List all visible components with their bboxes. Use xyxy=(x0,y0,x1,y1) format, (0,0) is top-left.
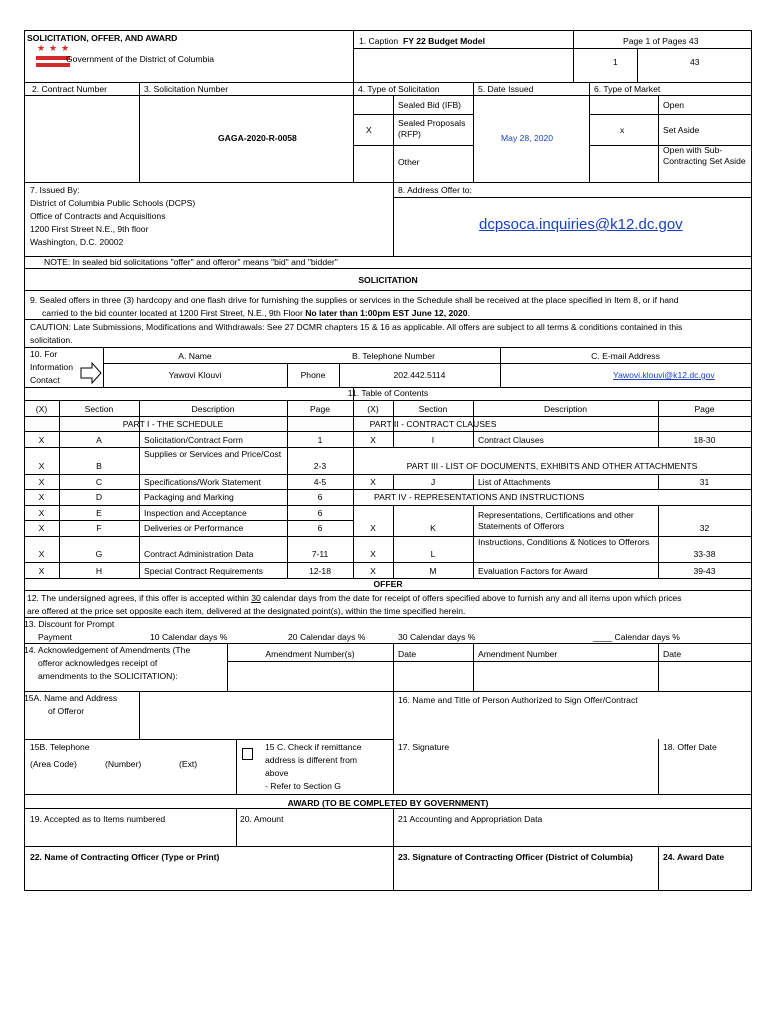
toc-section: K xyxy=(430,523,436,533)
market-option-open: Open xyxy=(663,100,685,110)
date-issued: May 28, 2020 xyxy=(501,133,554,143)
toc-page: 4-5 xyxy=(313,477,327,487)
accepted-items-label: 19. Accepted as to Items numbered xyxy=(30,814,166,824)
ack-amendments-label-cont: amendments to the SOLICITATION): xyxy=(38,671,178,681)
discount-option-30[interactable]: 30 Calendar days % xyxy=(398,632,476,642)
toc-section: J xyxy=(430,477,436,487)
info-contact-label: Information xyxy=(30,362,73,372)
officer-signature-field[interactable] xyxy=(394,866,657,889)
toc-header: Description xyxy=(191,404,235,414)
toc-page: 39-43 xyxy=(693,566,716,576)
item9-text: 9. Sealed offers in three (3) hardcopy and one flash drive for furnishing the supplies or services in the Schedule shall be received at the place specified in Item 8, or if hand xyxy=(30,295,679,305)
toc-section: E xyxy=(96,508,102,518)
toc-header: (X) xyxy=(35,404,48,414)
market-option-set-aside: Set Aside xyxy=(663,125,700,135)
rule xyxy=(353,145,473,146)
item12-text-cont: are offered at the price set opposite each item, delivered at the designated point(s), within the time specified herein. xyxy=(27,606,466,616)
toc-description: Representations, Certifications and other Statements of Offerors xyxy=(478,510,634,531)
info-contact-label: 10. For xyxy=(30,349,58,359)
type-option-other: Other xyxy=(398,157,420,167)
toc-description: Packaging and Marking xyxy=(144,492,234,502)
toc-description: Specifications/Work Statement xyxy=(144,477,261,487)
rule xyxy=(24,590,752,591)
contact-email-link[interactable]: Yawovi.klouvi@k12.dc.gov xyxy=(613,370,715,380)
issued-by-line: Office of Contracts and Acquisitions xyxy=(30,211,166,221)
caution-text-cont: solicitation. xyxy=(30,335,73,345)
rule xyxy=(24,30,752,31)
award-heading: AWARD (TO BE COMPLETED BY GOVERNMENT) xyxy=(287,798,489,808)
solicitation-form-page: SOLICITATION, OFFER, AND AWARD ★ ★ ★ Government of the District of Columbia 1. Caption FY 22 Budget Model Page 1 of Pages 43 1 43 2. Contract Number 3. Solicitation Number GAGA-2020-R-0058 4. Type of Solicitation Sealed Bid (IFB) X Sealed Proposals (RFP) Other 5. Date Issued May 28, 2020 6. Type of Market Open x Set Aside Open with Sub-Contracting Set Aside 7. Issued By: District of Columbia Public Schools (DCPS) Office of Contracts and Acquisitions 1200 First Street N.E., 9th floor Washington, D.C. 20002 8. Address Offer to: dcpsoca.inquiries@k12.dc.gov NOTE: In sealed bid solicitations "offer" and offeror" means "bid" and "bidder" SOLICITATION 9. Sealed offers in three (3) hardcopy and one flash drive for furnishing the supplies or services in the Schedule shall be received at the place specified in Item 8, or if hand carried to the bid counter located at 1200 First Street, N.E., 9th Floor No later than 1:00pm EST June 12, 2020. CAUTION: Late Submissions, Modifications and Withdrawals: See 27 DCMR chapters 15 & 16 as applicable. All offers are subject to all terms & conditions contained in this solicitation. 10. For Information Contact A. Name Yawovi Klouvi B. Telephone Number Phone 202.442.5114 C. E-mail Address Yawovi.klouvi@k12.dc.gov 11. Table of Contents (X) Section Description Page (X) Section Description Page PART I - THE SCHEDULE PART II - CONTRACT CLAUSES X A Solicitation/Contract Form 1 X B Supplies or Services and Price/Cost 2-3 X C Specifications/Work Statement 4-5 X D Packaging and Marking 6 X E Inspection and Acceptance 6 X F Deliveries or Performance 6 X G Contract Administration Data 7-11 X H Special Contract Requirements 12-18 X I Contract Clauses 18-30 PART III - LIST OF DOCUMENTS, EXHIBITS AND OTHER ATTACHMENTS X J List of Attachments 31 PART IV - REPRESENTATIONS AND INSTRUCTIONS X K Representations, Certifications and other Statements of Offerors 32 X L Instructions, Conditions & Notices to Offerors 33-38 X M Evaluation Factors for Award 39-43 OFFER 12. The undersigned agrees, if this offer is accepted within 30 calendar days from the date for receipt of offers specified above to furnish any and all items upon which prices are offered at the price set opposite each item, delivered at the designated point(s), within the time specified herein. 13. Discount for Prompt Payment 10 Calendar days % 20 Calendar days % 30 Calendar days % ____ Calendar days % 14. Acknowledgement of Amendments (The offeror acknowledges receipt of amendments to the SOLICITATION): Amendment Number(s) Date Amendment Number Date 15A. Name and Address of Offeror 16. Name and Title of Person Authorized to Sign Offer/Contract 15B. Telephone (Area Code) (Number) (Ext) 15 C. Check if remittance address is different from above - Refer to Section G 17. Signature 18. Offer Date AWARD (TO BE COMPLETED BY GOVERNMENT) 19. Accepted as to Items numbered 20. Amount 21 Accounting and Appropriation Data 22. Name of Contracting Officer (Type or Print) 23. Signature of Contracting Officer (District of Columbia) 24. Award Date xyxy=(0,0,770,1024)
offer-heading: OFFER xyxy=(373,579,403,589)
pages-total: 43 xyxy=(690,57,700,67)
info-contact-label: Contact xyxy=(30,375,60,385)
rule xyxy=(24,520,354,521)
toc-x: X xyxy=(38,492,45,502)
item12-lead: 12. The undersigned agrees, if this offer is accepted within xyxy=(27,593,249,603)
remittance-address-checkbox[interactable] xyxy=(242,748,253,760)
contact-phone-label: B. Telephone Number xyxy=(352,351,435,361)
toc-part-heading: PART II - CONTRACT CLAUSES xyxy=(369,419,497,429)
contact-name: Yawovi Klouvi xyxy=(168,370,222,380)
form-title: SOLICITATION, OFFER, AND AWARD xyxy=(27,33,178,43)
item9-location: carried to the bid counter located at 1200 First Street, N.E., 9th Floor xyxy=(42,308,303,318)
toc-description: Contract Administration Data xyxy=(144,549,254,559)
issued-by-line: 1200 First Street N.E., 9th floor xyxy=(30,224,149,234)
number-label: (Number) xyxy=(105,759,142,769)
amendment-numbers-header: Amendment Number(s) xyxy=(265,649,355,659)
toc-section: D xyxy=(95,492,103,502)
toc-section: L xyxy=(430,549,436,559)
issued-by-line: Washington, D.C. 20002 xyxy=(30,237,124,247)
toc-description: Evaluation Factors for Award xyxy=(478,566,588,576)
type-of-solicitation-label: 4. Type of Solicitation xyxy=(358,84,440,94)
offer-date-field[interactable] xyxy=(659,755,750,793)
solicitation-number: GAGA-2020-R-0058 xyxy=(218,133,297,143)
toc-x: X xyxy=(370,566,376,576)
type-of-market-label: 6. Type of Market xyxy=(594,84,661,94)
toc-section: A xyxy=(96,435,102,445)
remittance-label: 15 C. Check if remittance xyxy=(265,742,362,752)
toc-x: X xyxy=(38,461,45,471)
ack-amendments-label: 14. Acknowledgement of Amendments (The xyxy=(24,645,191,655)
toc-section: F xyxy=(96,523,102,533)
solicitation-heading: SOLICITATION xyxy=(358,275,418,285)
rule xyxy=(24,431,752,432)
toc-x: X xyxy=(38,549,45,559)
contract-number-field[interactable] xyxy=(25,96,138,181)
type-option-ifb: Sealed Bid (IFB) xyxy=(398,100,462,110)
officer-signature-label: 23. Signature of Contracting Officer (District of Columbia) xyxy=(398,852,633,862)
rule xyxy=(24,474,752,475)
rule xyxy=(24,82,752,83)
toc-part-heading: PART I - THE SCHEDULE xyxy=(122,419,224,429)
rule xyxy=(473,474,474,489)
rule xyxy=(353,82,354,182)
rule xyxy=(573,30,574,82)
discount-label-cont: Payment xyxy=(38,632,72,642)
rule xyxy=(24,562,752,563)
toc-description: Instructions, Conditions & Notices to Offerors xyxy=(478,537,650,547)
toc-description: Inspection and Acceptance xyxy=(144,508,247,518)
rule xyxy=(751,30,752,890)
toc-page: 1 xyxy=(317,435,323,445)
discount-option-20[interactable]: 20 Calendar days % xyxy=(288,632,366,642)
rule xyxy=(24,643,752,644)
toc-description: Solicitation/Contract Form xyxy=(144,435,243,445)
toc-x: X xyxy=(38,477,45,487)
type-option-rfp: Sealed Proposals (RFP) xyxy=(398,118,466,139)
address-offer-label: 8. Address Offer to: xyxy=(398,185,472,195)
toc-header: (X) xyxy=(367,404,379,414)
rule xyxy=(658,95,659,182)
item9-text-cont: carried to the bid counter located at 1200 First Street, N.E., 9th Floor No later than 1:00pm EST June 12, 2020. xyxy=(42,308,470,318)
rule xyxy=(24,400,752,401)
rule xyxy=(473,431,474,447)
toc-page: 32 xyxy=(699,523,710,533)
rule xyxy=(24,416,752,417)
signature-field[interactable] xyxy=(394,755,657,793)
rule xyxy=(24,794,752,795)
contracting-officer-label: 22. Name of Contracting Officer (Type or Print) xyxy=(30,852,220,862)
amount-label: 20. Amount xyxy=(240,814,284,824)
toc-page: 2-3 xyxy=(313,461,327,471)
rule xyxy=(353,30,354,82)
remittance-label-cont: - Refer to Section G xyxy=(265,781,341,791)
accounting-label: 21 Accounting and Appropriation Data xyxy=(398,814,543,824)
contact-email-label: C. E-mail Address xyxy=(591,351,660,361)
toc-description: Supplies or Services and Price/Cost xyxy=(144,449,282,459)
toc-header: Page xyxy=(694,404,715,414)
address-offer-email-link[interactable]: dcpsoca.inquiries@k12.dc.gov xyxy=(479,216,683,233)
page-number: 1 xyxy=(613,57,618,67)
rule xyxy=(24,846,752,847)
item12-days: 30 xyxy=(251,593,261,603)
authorized-signer-field[interactable] xyxy=(394,708,750,738)
toc-page: 6 xyxy=(317,523,323,533)
toc-section: I xyxy=(431,435,435,445)
rule xyxy=(24,890,752,891)
toc-description: Deliveries or Performance xyxy=(144,523,244,533)
rule xyxy=(393,197,751,198)
toc-header: Section xyxy=(418,404,448,414)
rule xyxy=(353,114,473,115)
date-header: Date xyxy=(398,649,417,659)
award-date-field[interactable] xyxy=(659,866,750,889)
ext-label: (Ext) xyxy=(179,759,198,769)
market-option-sub-contracting: Open with Sub-Contracting Set Aside xyxy=(663,145,746,166)
toc-section: M xyxy=(429,566,437,576)
date-header: Date xyxy=(663,649,682,659)
toc-description: Contract Clauses xyxy=(478,435,544,445)
arrow-right-icon xyxy=(80,362,102,384)
toc-x: X xyxy=(370,523,376,533)
toc-page: 7-11 xyxy=(311,549,329,559)
amendment-numbers-field[interactable] xyxy=(228,662,392,690)
toc-x: X xyxy=(38,523,45,533)
rule xyxy=(24,347,752,348)
rule xyxy=(393,95,394,182)
caution-text: CAUTION: Late Submissions, Modifications and Withdrawals: See 27 DCMR chapters 15 & 16 as applicable. All offers are subject to all terms & conditions contained in this xyxy=(30,322,683,332)
toc-header: Section xyxy=(84,404,114,414)
issued-by-label: 7. Issued By: xyxy=(30,185,80,195)
rule xyxy=(637,48,638,82)
contact-phone-word: Phone xyxy=(300,370,326,380)
toc-section: B xyxy=(96,461,102,471)
toc-section: C xyxy=(95,477,103,487)
item12-text xyxy=(27,593,681,604)
amendment-number-field[interactable] xyxy=(474,662,657,690)
toc-part-heading: PART IV - REPRESENTATIONS AND INSTRUCTIONS xyxy=(374,492,585,502)
toc-x: X xyxy=(38,508,45,518)
toc-description: Special Contract Requirements xyxy=(144,566,263,576)
amendment-date-field[interactable] xyxy=(394,662,472,690)
offer-date-label: 18. Offer Date xyxy=(663,742,717,752)
signature-label: 17. Signature xyxy=(398,742,450,752)
authorized-signer-label: 16. Name and Title of Person Authorized to Sign Offer/Contract xyxy=(398,695,638,705)
toc-description: List of Attachments xyxy=(478,477,551,487)
rule xyxy=(24,290,752,291)
rule xyxy=(24,617,752,618)
toc-title: 11. Table of Contents xyxy=(347,388,429,398)
page-label: Page 1 of Pages 43 xyxy=(623,36,699,46)
rule xyxy=(473,82,474,182)
rule xyxy=(236,808,237,846)
toc-page: 18-30 xyxy=(693,435,716,445)
type-mark: X xyxy=(366,125,372,135)
amendment-date-field-2[interactable] xyxy=(659,662,750,690)
rule xyxy=(473,505,474,578)
issued-by-line: District of Columbia Public Schools (DCPS) xyxy=(30,198,196,208)
toc-x: X xyxy=(38,435,45,445)
solicitation-number-label: 3. Solicitation Number xyxy=(144,84,229,94)
award-date-label: 24. Award Date xyxy=(663,852,725,862)
rule xyxy=(589,114,752,115)
rule xyxy=(236,739,237,794)
toc-x: X xyxy=(38,566,45,576)
rule xyxy=(24,739,139,740)
rule xyxy=(393,182,394,256)
rule xyxy=(103,363,751,364)
sealed-bid-note: NOTE: In sealed bid solicitations "offer" and offeror" means "bid" and "bidder" xyxy=(44,257,338,267)
offeror-name-address-field[interactable] xyxy=(140,692,392,738)
item12-rest: calendar days from the date for receipt of offers specified above to furnish any and all items upon which prices xyxy=(263,593,682,603)
toc-page: 33-38 xyxy=(693,549,716,559)
market-mark: x xyxy=(620,125,625,135)
toc-page: 6 xyxy=(317,508,323,518)
government-name: Government of the District of Columbia xyxy=(66,54,215,64)
remittance-label-cont: above xyxy=(265,768,289,778)
rule xyxy=(24,505,752,506)
toc-header: Page xyxy=(309,404,331,414)
contract-number-label: 2. Contract Number xyxy=(32,84,107,94)
toc-section: G xyxy=(95,549,103,559)
rule xyxy=(24,489,752,490)
toc-section: H xyxy=(95,566,103,576)
toc-x: X xyxy=(370,549,376,559)
telephone-label: 15B. Telephone xyxy=(30,742,90,752)
caption-value: FY 22 Budget Model xyxy=(403,36,485,46)
rule xyxy=(589,82,590,182)
rule xyxy=(353,48,751,49)
rule xyxy=(24,319,752,320)
contact-phone: 202.442.5114 xyxy=(393,370,446,380)
toc-page: 6 xyxy=(317,492,323,502)
offeror-name-address-label: 15A. Name and Address xyxy=(24,693,118,703)
discount-label: 13. Discount for Prompt xyxy=(24,619,115,629)
date-issued-label: 5. Date Issued xyxy=(478,84,534,94)
offeror-name-address-label-cont: of Offeror xyxy=(48,706,85,716)
rule xyxy=(24,182,752,183)
area-code-label: (Area Code) xyxy=(30,759,77,769)
caption-label: 1. Caption xyxy=(359,36,399,46)
toc-page: 31 xyxy=(699,477,710,487)
contact-name-label: A. Name xyxy=(178,351,212,361)
contracting-officer-field[interactable] xyxy=(25,866,392,889)
amendment-number-header: Amendment Number xyxy=(478,649,558,659)
rule xyxy=(139,82,140,182)
rule xyxy=(24,447,752,448)
remittance-label-cont: address is different from xyxy=(265,755,358,765)
item9-deadline: No later than 1:00pm EST June 12, 2020 xyxy=(305,308,468,318)
discount-option-10[interactable]: 10 Calendar days % xyxy=(150,632,228,642)
toc-page: 12-18 xyxy=(309,566,331,576)
discount-option-custom[interactable]: ____ Calendar days % xyxy=(593,632,680,642)
toc-header: Description xyxy=(544,404,587,414)
rule xyxy=(139,739,393,740)
toc-part-heading: PART III - LIST OF DOCUMENTS, EXHIBITS AND OTHER ATTACHMENTS xyxy=(406,461,698,471)
toc-x: X xyxy=(370,477,376,487)
ack-amendments-label-cont: offeror acknowledges receipt of xyxy=(38,658,158,668)
rule xyxy=(24,268,752,269)
toc-x: X xyxy=(370,435,376,445)
